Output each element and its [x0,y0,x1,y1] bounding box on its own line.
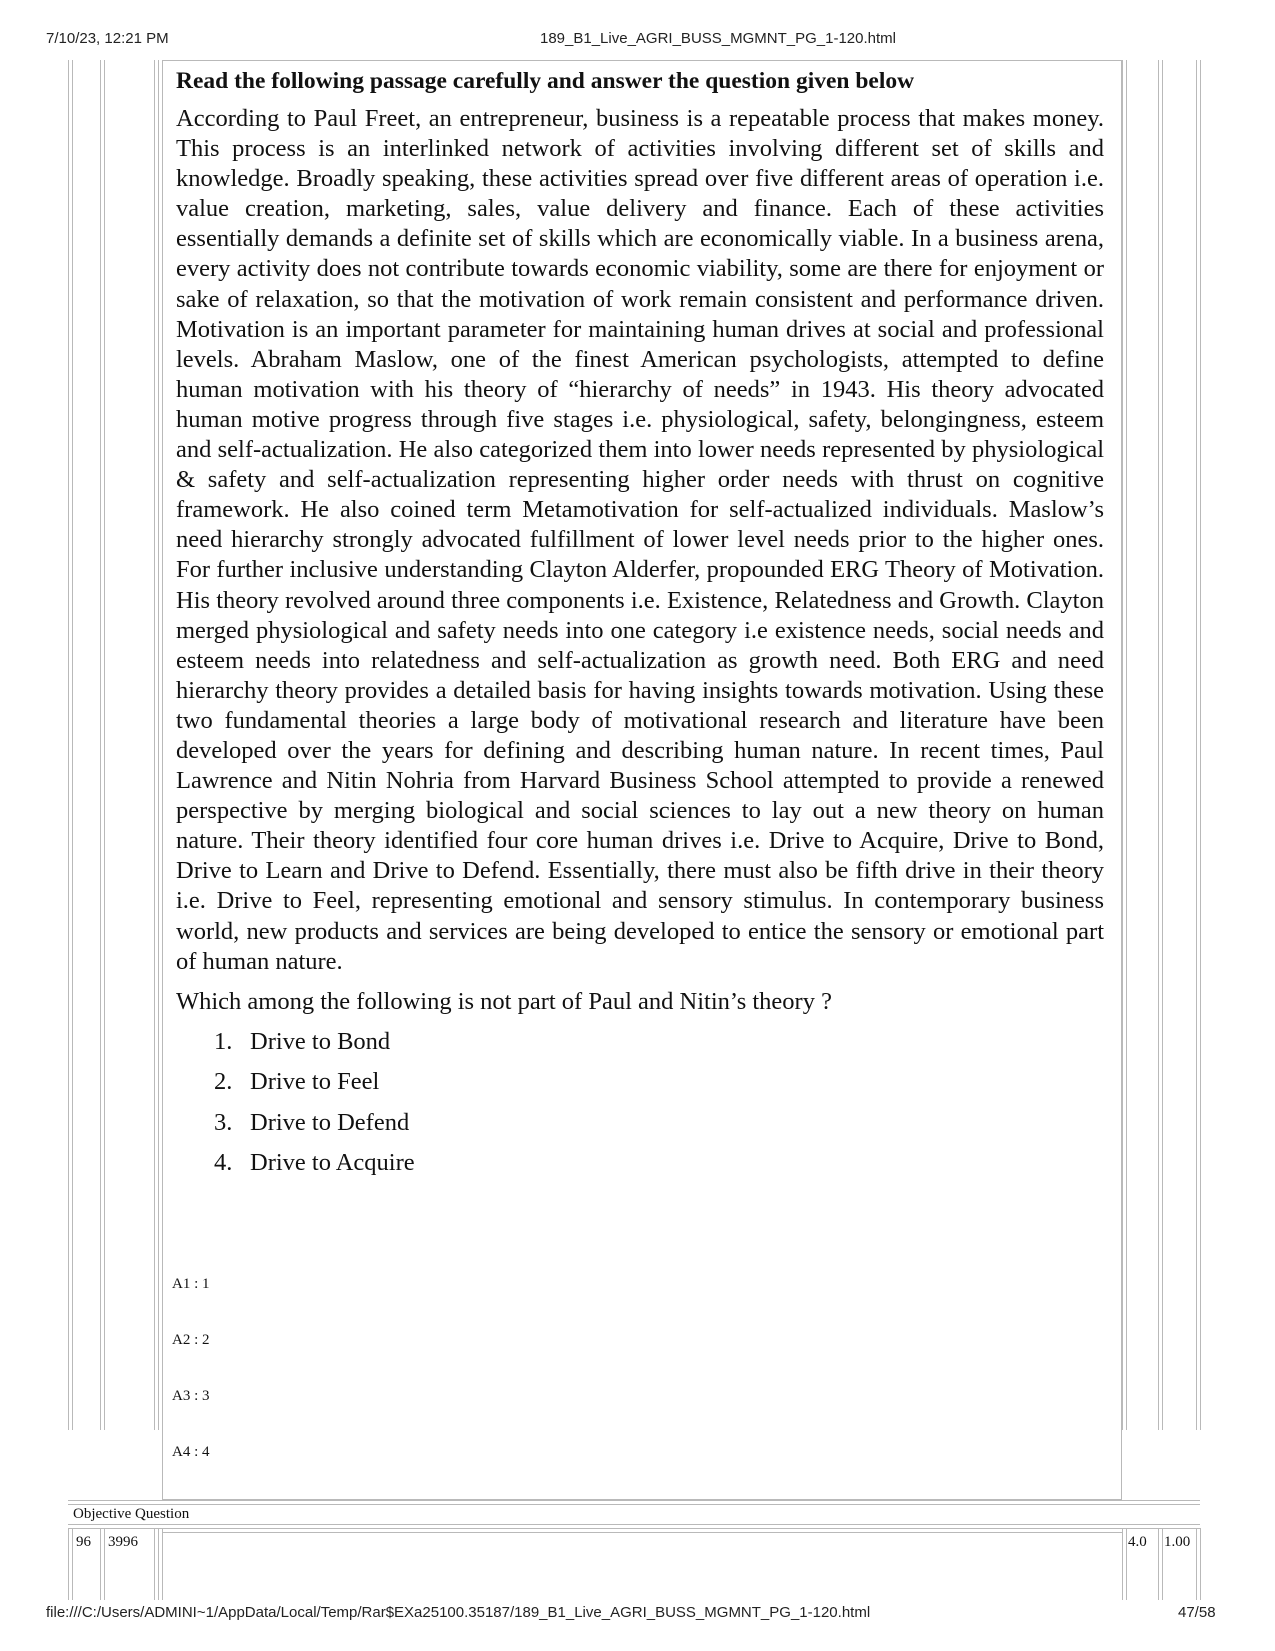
cell-divider [1122,60,1123,1430]
table-border-right-outer [1200,60,1201,1430]
print-file-path: file:///C:/Users/ADMINI~1/AppData/Local/Temp/Rar$EXa25100.35187/189_B1_Live_AGRI_BUSS_MGMNT_PG_1-120.html [46,1604,871,1621]
option-text: Drive to Defend [250,1108,410,1136]
cell-divider [154,1528,155,1600]
table-border-left [68,1528,69,1600]
option-item [214,1027,1104,1057]
row-divider [68,1500,1200,1501]
row-question-id: 3996 [108,1534,138,1550]
option-number: 2. [214,1068,233,1096]
print-datetime: 7/10/23, 12:21 PM [46,30,169,47]
table-border-left [68,60,69,1430]
row-negative-marks: 1.00 [1164,1534,1191,1550]
option-item [214,1067,1104,1097]
cell-divider [1162,1528,1163,1600]
question-type-label: Objective Question [73,1506,190,1522]
option-text: Drive to Acquire [250,1149,415,1177]
cell-divider [158,1528,159,1600]
option-item [214,1148,1104,1178]
table-border-right [1196,1528,1197,1600]
question-content [176,62,1104,1189]
options-list [176,1027,1104,1179]
option-number: 3. [214,1108,233,1136]
cell-divider [162,1528,163,1600]
answer-key-2: A2 : 2 [172,1332,210,1348]
cell-top-border [162,1532,1122,1533]
row-serial-number: 96 [76,1534,91,1550]
table-border-left-inner [72,60,73,1430]
option-number: 1. [214,1027,233,1055]
option-item [214,1108,1104,1138]
cell-divider [158,60,159,1430]
cell-divider [1158,60,1159,1430]
table-border-right-outer [1200,1528,1201,1600]
print-doc-title: 189_B1_Live_AGRI_BUSS_MGMNT_PG_1-120.html [540,30,897,47]
cell-divider [104,1528,105,1600]
answer-key-3: A3 : 3 [172,1388,210,1404]
row-marks: 4.0 [1128,1534,1147,1550]
table-border-right [1196,60,1197,1430]
row-divider [68,1524,1200,1525]
option-text: Drive to Feel [250,1068,380,1096]
question-text: Which among the following is not part of Paul and Nitin’s theory ? [176,987,832,1015]
print-page-indicator: 47/58 [1178,1604,1216,1621]
cell-divider [1126,60,1127,1430]
cell-divider [154,60,155,1430]
table-border-left-inner [72,1528,73,1600]
cell-divider [1158,1528,1159,1600]
cell-divider [1162,60,1163,1430]
row-divider [68,1528,1200,1529]
cell-divider [100,60,101,1430]
cell-divider [104,60,105,1430]
cell-divider [1122,1528,1123,1600]
option-text: Drive to Bond [250,1027,391,1055]
row-divider [68,1504,1200,1505]
cell-divider [100,1528,101,1600]
cell-divider [1126,1528,1127,1600]
passage-heading: Read the following passage carefully and answer the question given below [176,68,915,94]
answer-key-4: A4 : 4 [172,1444,210,1460]
option-number: 4. [214,1149,233,1177]
answer-key-1: A1 : 1 [172,1276,210,1292]
passage-text: According to Paul Freet, an entrepreneur, business is a repeatable process that makes money. This process is an interlinked network of activities involving different set of skills and knowledge. Broadly speaking, these activities spread over five different areas of operation i.e. value creation, marketing, sales, value delivery and finance. Each of these activities essentially demands a definite set of skills which are economically viable. In a business arena, every activity does not contribute towards economic viability, some are there for enjoyment or sake of relaxation, so that the motivation of work remain consistent and performance driven. Motivation is an important parameter for maintaining human drives at social and professional levels. Abraham Maslow, one of the finest American psychologists, attempted to define human motivation with his theory of “hierarchy of needs” in 1943. His theory advocated human motive progress through five stages i.e. physiological, safety, belongingness, esteem and self-actualization. He also categorized them into lower needs represented by physiological & safety and self-actualization representing higher order needs with thrust on cognitive framework. He also coined term Metamotivation for self-actualized individuals. Maslow’s need hierarchy strongly advocated fulfillment of lower level needs prior to the higher ones. For further inclusive understanding Clayton Alderfer, propounded ERG Theory of Motivation. His theory revolved around three components i.e. Existence, Relatedness and Growth. Clayton merged physiological and safety needs into one category i.e existence needs, social needs and esteem needs into relatedness and self-actualization as growth need. Both ERG and need hierarchy theory provides a detailed basis for having insights towards motivation. Using these two fundamental theories a large body of motivational research and literature have been developed over the years for defining and describing human nature. In recent times, Paul Lawrence and Nitin Nohria from Harvard Business School attempted to provide a renewed perspective by merging biological and social sciences to lay out a new theory on human nature. Their theory identified four core human drives i.e. Drive to Acquire, Drive to Bond, Drive to Learn and Drive to Defend. Essentially, there must also be fifth drive in their theory i.e. Drive to Feel, representing emotional and sensory stimulus. In contemporary business world, new products and services are being developed to entice the sensory or emotional part of human nature. [176,105,1104,975]
